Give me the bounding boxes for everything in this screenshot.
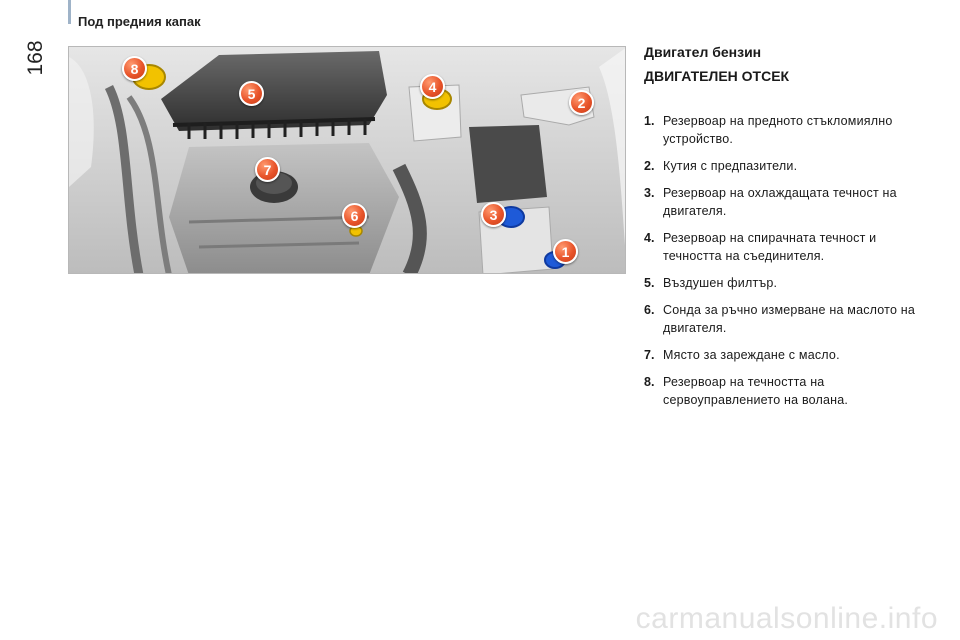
- compartment-heading: ДВИГАТЕЛЕН ОТСЕК: [644, 68, 790, 84]
- callout-6: 6: [342, 203, 367, 228]
- item-number: 2.: [644, 159, 655, 173]
- callout-2: 2: [569, 90, 594, 115]
- callout-3: 3: [481, 202, 506, 227]
- item-text: Резервоар на спирачната течност и течността на съединителя.: [663, 231, 877, 263]
- item-text: Въздушен филтър.: [663, 276, 778, 290]
- list-item: [644, 301, 934, 337]
- callout-4: 4: [420, 74, 445, 99]
- item-text: Място за зареждане с масло.: [663, 348, 840, 362]
- header-accent-bar: [68, 0, 71, 24]
- legend-column: [644, 44, 934, 418]
- list-item: [644, 274, 934, 292]
- list-item: [644, 157, 934, 175]
- item-number: 5.: [644, 276, 655, 290]
- item-text: Резервоар на охлаждащата течност на двигателя.: [663, 186, 897, 218]
- item-text: Кутия с предпазители.: [663, 159, 798, 173]
- callout-1: 1: [553, 239, 578, 264]
- item-number: 1.: [644, 114, 655, 128]
- list-item: [644, 112, 934, 148]
- item-number: 7.: [644, 348, 655, 362]
- callout-5: 5: [239, 81, 264, 106]
- item-text: Резервоар на течността на сервоуправлението на волана.: [663, 375, 849, 407]
- callout-7: 7: [255, 157, 280, 182]
- engine-type-heading: Двигател бензин: [644, 44, 762, 60]
- list-item: [644, 373, 934, 409]
- item-number: 8.: [644, 375, 655, 389]
- list-item: [644, 229, 934, 265]
- item-number: 6.: [644, 303, 655, 317]
- page-number: 168: [24, 40, 47, 76]
- engine-bay-drawing: [69, 47, 626, 274]
- callout-8: 8: [122, 56, 147, 81]
- item-text: Резервоар на предното стъкломиялно устройство.: [663, 114, 893, 146]
- section-title: Под предния капак: [78, 14, 201, 29]
- engine-compartment-illustration: [68, 46, 626, 274]
- item-text: Сонда за ръчно измерване на маслото на двигателя.: [663, 303, 916, 335]
- item-number: 4.: [644, 231, 655, 245]
- watermark: carmanualsonline.info: [635, 602, 938, 635]
- list-item: [644, 346, 934, 364]
- item-number: 3.: [644, 186, 655, 200]
- list-item: [644, 184, 934, 220]
- component-list: [644, 112, 934, 409]
